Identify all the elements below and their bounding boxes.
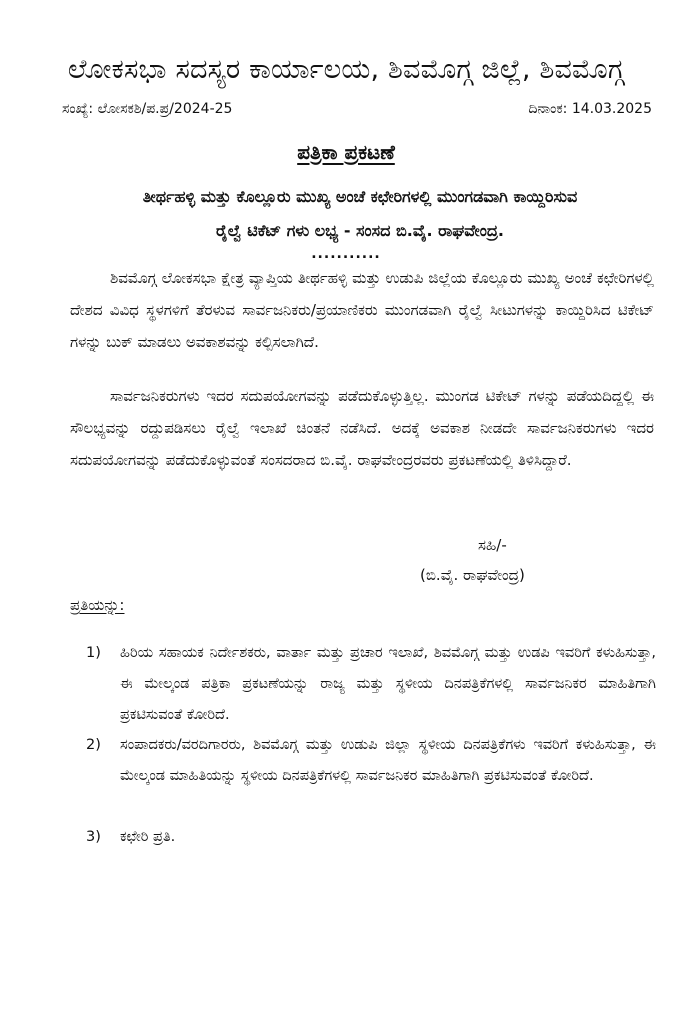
copy-recipient-item <box>86 822 656 853</box>
list-number: 1) <box>86 645 101 661</box>
reference-row <box>62 101 652 117</box>
signature-mark: ಸಹಿ/- <box>478 536 507 554</box>
body-paragraph-2: ಸಾರ್ವಜನಿಕರುಗಳು ಇದರ ಸದುಪಯೋಗವನ್ನು ಪಡೆದುಕೊಳ್ಳುತ್ತಿಲ್ಲ. ಮುಂಗಡ ಟಿಕೇಟ್ ಗಳನ್ನು ಪಡೆಯದಿದ್ದಲ್ಲಿ ಈ ಸೌಲಭ್ಯವನ್ನು ರದ್ದುಪಡಿಸಲು ರೈಲ್ವೆ ಇಲಾಖೆ ಚಿಂತನೆ ನಡೆಸಿದೆ. ಅದಕ್ಕೆ ಅವಕಾಶ ನೀಡದೇ ಸಾರ್ವಜನಿಕರುಗಳು ಇದರ ಸದುಪಯೋಗವನ್ನು ಪಡೆದುಕೊಳ್ಳುವಂತೆ ಸಂಸದರಾದ ಬಿ.ವೈ. ರಾಘವೇಂದ್ರರವರು ಪ್ರಕಟಣೆಯಲ್ಲಿ ತಿಳಿಸಿದ್ದಾರೆ. <box>70 387 654 469</box>
headline-line-1: ತೀರ್ಥಹಳ್ಳಿ ಮತ್ತು ಕೊಲ್ಲೂರು ಮುಖ್ಯ ಅಂಚೆ ಕಛೇರಿಗಳಲ್ಲಿ ಮುಂಗಡವಾಗಿ ಕಾಯ್ದಿರಿಸುವ <box>142 187 578 206</box>
signatory-name: (ಬಿ.ವೈ. ರಾಘವೇಂದ್ರ) <box>420 566 525 584</box>
headline <box>60 180 660 248</box>
office-title: ಲೋಕಸಭಾ ಸದಸ್ಯರ ಕಾರ್ಯಾಲಯ, ಶಿವಮೊಗ್ಗ ಜಿಲ್ಲೆ, ಶಿವಮೊಗ್ಗ <box>67 54 625 85</box>
list-text: ಕಛೇರಿ ಪ್ರತಿ. <box>120 829 176 845</box>
document-date: ದಿನಾಂಕ: 14.03.2025 <box>528 101 652 117</box>
document-title-text: ಪತ್ರಿಕಾ ಪ್ರಕಟಣೆ <box>297 140 395 164</box>
headline-line-2: ರೈಲ್ವೆ ಟಿಕೆಟ್ ಗಳು ಲಭ್ಯ - ಸಂಸದ ಬಿ.ವೈ. ರಾಘವೇಂದ್ರ. <box>216 221 504 240</box>
list-number: 3) <box>86 829 101 845</box>
copy-recipient-item <box>86 638 656 731</box>
separator: ........... <box>311 246 381 262</box>
body-paragraph-1: ಶಿವಮೊಗ್ಗ ಲೋಕಸಭಾ ಕ್ಷೇತ್ರ ವ್ಯಾಪ್ತಿಯ ತೀರ್ಥಹಳ್ಳಿ ಮತ್ತು ಉಡುಪಿ ಜಿಲ್ಲೆಯ ಕೊಲ್ಲೂರು ಮುಖ್ಯ ಅಂಚೆ ಕಛೇರಿಗಳಲ್ಲಿ ದೇಶದ ವಿವಿಧ ಸ್ಥಳಗಳಿಗೆ ತೆರಳುವ ಸಾರ್ವಜನಿಕರು/ಪ್ರಯಾಣಿಕರು ಮುಂಗಡವಾಗಿ ರೈಲ್ವೆ ಸೀಟುಗಳನ್ನು ಕಾಯ್ದಿರಿಸಿದ ಟಿಕೇಟ್ ಗಳನ್ನು ಬುಕ್ ಮಾಡಲು ಅವಕಾಶವನ್ನು ಕಲ್ಪಿಸಲಾಗಿದೆ. <box>70 269 654 351</box>
list-text: ಹಿರಿಯ ಸಹಾಯಕ ನಿರ್ದೇಶಕರು, ವಾರ್ತಾ ಮತ್ತು ಪ್ರಚಾರ ಇಲಾಖೆ, ಶಿವಮೊಗ್ಗ ಮತ್ತು ಉಡಪಿ ಇವರಿಗೆ ಕಳುಹಿಸುತ್ತಾ, ಈ ಮೇಲ್ಕಂಡ ಪತ್ರಿಕಾ ಪ್ರಕಟಣೆಯನ್ನು ರಾಜ್ಯ ಮತ್ತು ಸ್ಥಳೀಯ ದಿನಪತ್ರಿಕೆಗಳಲ್ಲಿ ಸಾರ್ವಜನಿಕರ ಮಾಹಿತಿಗಾಗಿ ಪ್ರಕಟಿಸುವಂತೆ ಕೋರಿದೆ. <box>120 645 656 723</box>
reference-number: ಸಂಖ್ಯೆ: ಲೋಸಕಶಿ/ಪ.ಪ್ರ/2024-25 <box>62 101 233 117</box>
list-number: 2) <box>86 737 101 753</box>
document-title <box>0 140 692 164</box>
list-text: ಸಂಪಾದಕರು/ವರದಿಗಾರರು, ಶಿವಮೊಗ್ಗ ಮತ್ತು ಉಡುಪಿ ಜಿಲ್ಲಾ ಸ್ಥಳೀಯ ದಿನಪತ್ರಿಕೆಗಳು ಇವರಿಗೆ ಕಳುಹಿಸುತ್ತಾ, ಈ ಮೇಲ್ಕಂಡ ಮಾಹಿತಿಯನ್ನು ಸ್ಥಳೀಯ ದಿನಪತ್ರಿಕೆಗಳಲ್ಲಿ ಸಾರ್ವಜನಿಕರ ಮಾಹಿತಿಗಾಗಿ ಪ್ರಕಟಿಸುವಂತೆ ಕೋರಿದೆ. <box>120 737 656 784</box>
copies-label: ಪ್ರತಿಯನ್ನು: <box>70 596 125 614</box>
copy-recipient-item <box>86 730 656 792</box>
